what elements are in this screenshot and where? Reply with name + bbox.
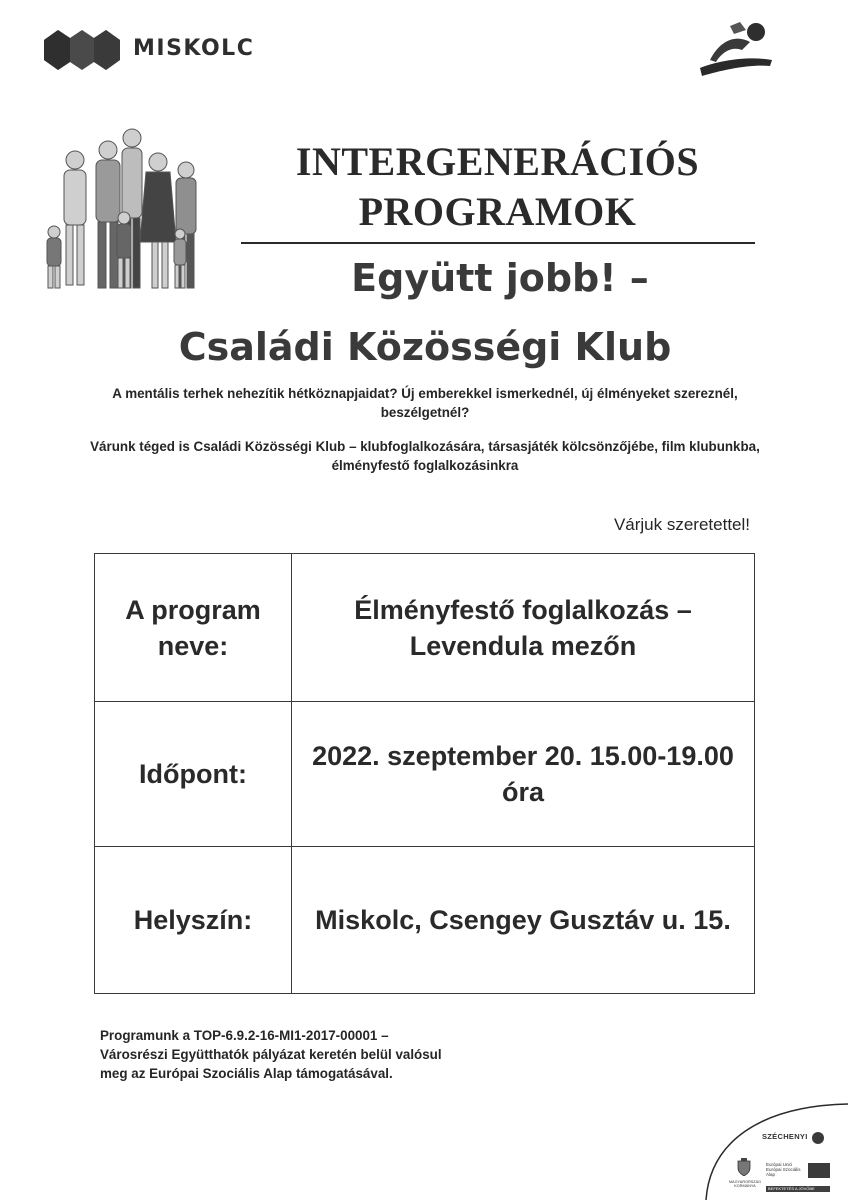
- program-name-value: Élményfestő foglalkozás – Levendula mezőn: [292, 554, 755, 702]
- intro-paragraph-1-line2: beszélgetnél?: [380, 405, 470, 420]
- eu-fund-label: Európai Unió Európai Szociális Alap: [766, 1162, 801, 1177]
- table-row: [95, 702, 755, 847]
- program-info-table: [94, 553, 755, 994]
- eu-flag-icon: [808, 1163, 830, 1178]
- location-label: Helyszín:: [95, 847, 292, 994]
- subtitle-line2: Családi Közösségi Klub: [178, 325, 672, 369]
- city-name: MISKOLC: [133, 36, 255, 61]
- badge-strip-text: BEFEKTETÉS A JÖVŐBE: [768, 1186, 815, 1191]
- snowboarder-icon: [690, 20, 774, 80]
- main-title-line2: PROGRAMOK: [358, 189, 637, 234]
- program-name-label: A program neve:: [95, 554, 292, 702]
- intro-paragraph-2-line1: Várunk téged is Családi Közösségi Klub – klubfoglalkozására, társasjáték kölcsönzőjébe, film klubunkba,: [90, 439, 760, 454]
- funding-note-line1: Programunk a TOP-6.9.2-16-MI1-2017-00001 –: [100, 1028, 389, 1043]
- coat-of-arms-icon: [737, 1158, 751, 1176]
- funding-note: [100, 1026, 620, 1083]
- subtitle-line1: Együtt jobb! –: [351, 256, 649, 300]
- intro-paragraph-1-line1: A mentális terhek nehezítik hétköznapjaidat? Új emberekkel ismerkednél, új élményeket szereznél,: [112, 386, 738, 401]
- table-row: [95, 554, 755, 702]
- intro-paragraph-2: [90, 437, 760, 475]
- family-group-illustration: [40, 120, 210, 300]
- date-label: Időpont:: [95, 702, 292, 847]
- main-title-line1: INTERGENERÁCIÓS: [295, 139, 700, 184]
- miskolc-logo-icon: [44, 26, 120, 72]
- funding-note-line2: Városrészi Együtthatók pályázat keretén belül valósul: [100, 1047, 442, 1062]
- date-value: 2022. szeptember 20. 15.00-19.00 óra: [292, 702, 755, 847]
- table-row: [95, 847, 755, 994]
- government-label: MAGYARORSZÁG KORMÁNYA: [728, 1180, 762, 1188]
- intro-paragraph-1: [90, 384, 760, 422]
- funding-note-line3: meg az Európai Szociális Alap támogatásával.: [100, 1066, 393, 1081]
- greeting-text: Várjuk szeretettel!: [613, 515, 750, 534]
- location-value: Miskolc, Csengey Gusztáv u. 15.: [292, 847, 755, 994]
- intro-paragraph-2-line2: élményfestő foglalkozásinkra: [331, 458, 519, 473]
- szechenyi-title: SZÉCHENYI: [762, 1132, 808, 1141]
- title-underline: [241, 242, 755, 244]
